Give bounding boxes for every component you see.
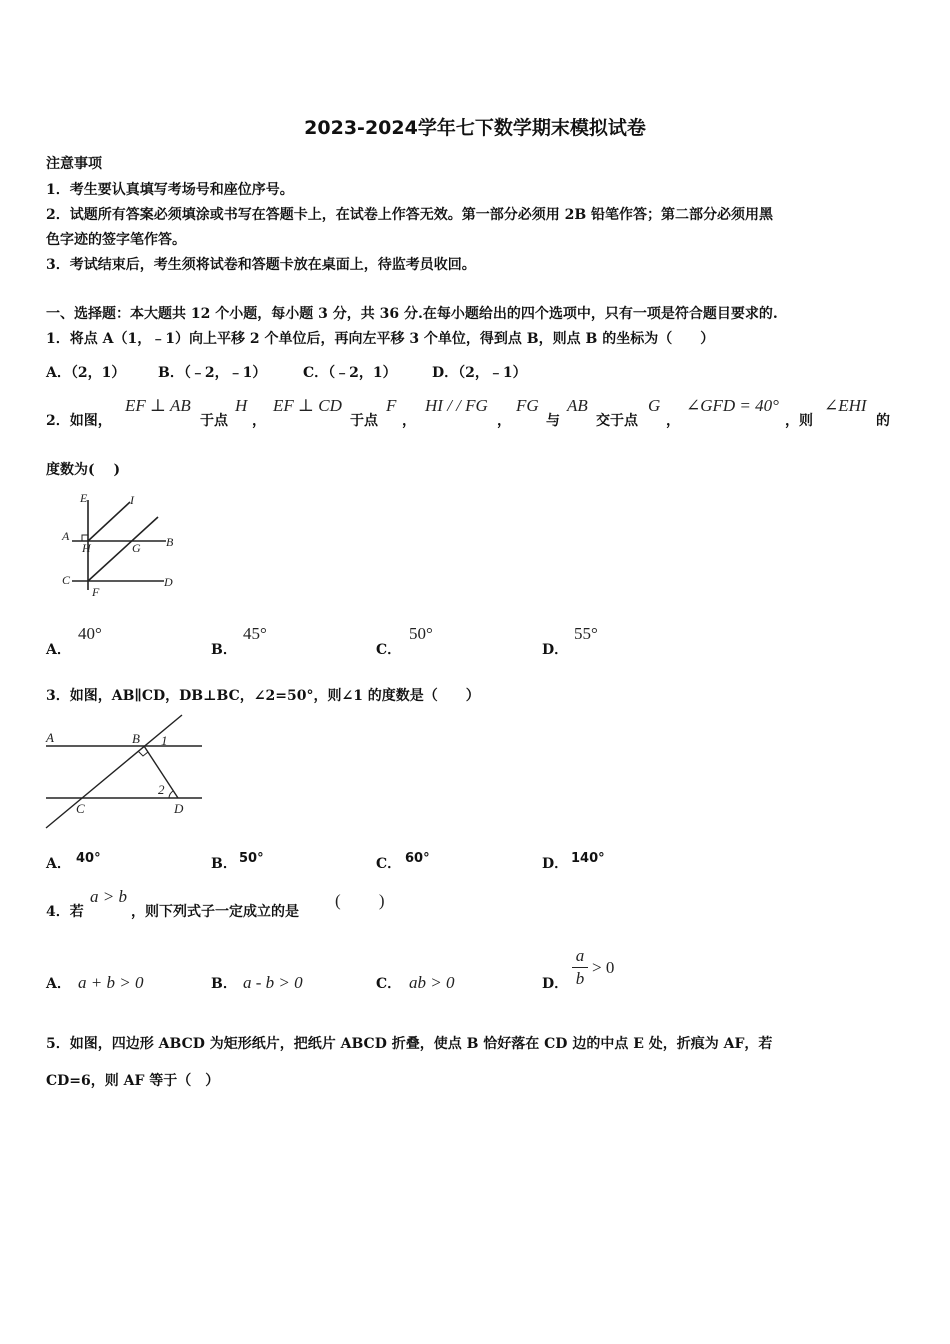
q3-option-b-value: 50° [239,851,264,866]
q2-text-at-point: 于点 [200,413,228,429]
q2-math-ef-perp-ab: EF ⊥ AB [125,396,191,415]
q4-number: 4．若 [46,904,84,920]
q2-math-angle-gfd: ∠GFD = 40° [686,396,779,415]
q2-math-h: H [235,396,248,415]
line-fg [88,517,158,581]
q3-option-b-label: B． [211,856,237,872]
q4-option-d-fraction [572,946,588,989]
q2-option-c-label: C． [376,642,402,658]
fraction-denominator: b [575,969,585,988]
label-b: B [132,731,140,746]
q4-paren: ( ) [335,891,385,910]
label-angle-2: 2 [158,782,165,797]
q4-option-b-expr: a - b > 0 [243,973,303,992]
q4-option-d-rest: > 0 [592,958,615,977]
notice-item-2: 2．试题所有答案必须填涂或书写在答题卡上，在试卷上作答无效。第一部分必须用 2B 铅笔作答；第二部分必须用黑 [46,207,774,223]
q4-text: ，则下列式子一定成立的是 [131,904,299,920]
notice-item-2-cont: 色字迹的签字笔作答。 [46,232,186,248]
q4-option-a-label: A． [46,976,71,992]
q3-option-a-label: A． [46,856,71,872]
q2-option-d-label: D． [542,642,569,658]
label-e: E [80,491,88,505]
q2-math-ef-perp-cd: EF ⊥ CD [273,396,342,415]
q2-math-hi-parallel-fg: HI / / FG [425,396,488,415]
notice-item-1: 1．考生要认真填写考场号和座位序号。 [46,182,294,198]
q2-comma: ， [252,413,266,429]
page-title: 2023-2024学年七下数学期末模拟试卷 [304,117,646,139]
q4-option-c-label: C． [376,976,402,992]
q2-figure [58,490,188,602]
label-g: G [132,541,141,555]
fraction-bar [572,967,588,968]
q2-math-ab: AB [567,396,588,415]
q4-condition: a > b [90,887,127,906]
section-heading: 一、选择题：本大题共 12 个小题，每小题 3 分，共 36 分.在每小题给出的四个选项中，只有一项是符合题目要求的. [46,306,778,322]
q3-option-d-label: D． [542,856,569,872]
q2-number: 2．如图， [46,413,112,429]
q2-math-fg: FG [516,396,539,415]
label-h: H [82,541,91,555]
q1-stem: 1．将点 A（1，﹣1）向上平移 2 个单位后，再向左平移 3 个单位，得到点 B，则点 B 的坐标为（ ） [46,331,715,347]
q2-option-a-value: 40° [78,624,102,643]
label-c: C [62,573,71,587]
q4-option-d-label: D． [542,976,569,992]
q2-text-and: 与 [546,413,560,429]
q5-stem-line2: CD=6，则 AF 等于（ ） [46,1073,220,1089]
q1-option-c: C．（﹣2，1） [303,365,397,381]
label-c: C [76,801,85,816]
line-hi [88,502,130,541]
q2-text-then: ，则 [785,413,813,429]
q2-text-at-point: 于点 [350,413,378,429]
q2-option-c-value: 50° [409,624,433,643]
label-f: F [92,585,100,599]
angle-2-arc [169,791,173,798]
label-i: I [130,493,134,507]
q2-option-b-label: B． [211,642,237,658]
right-angle-mark [138,751,148,756]
q2-option-b-value: 45° [243,624,267,643]
notice-item-3: 3．考试结束后，考生须将试卷和答题卡放在桌面上，待监考员收回。 [46,257,476,273]
q3-option-a-value: 40° [76,851,101,866]
fraction-numerator: a [575,946,585,965]
q3-figure [44,712,206,832]
label-b: B [166,535,174,549]
q4-option-a-expr: a + b > 0 [78,973,144,992]
label-a: A [46,730,54,745]
q2-stem-line2: 度数为( ) [46,462,121,478]
line-bc [46,715,182,828]
q2-comma: ， [497,413,511,429]
q1-option-b: B．（﹣2，﹣1） [158,365,267,381]
q2-comma: ， [666,413,680,429]
q2-math-f: F [386,396,397,415]
q5-stem-line1: 5．如图，四边形 ABCD 为矩形纸片，把纸片 ABCD 折叠，使点 B 恰好落在 CD 边的中点 E 处，折痕为 AF，若 [46,1036,773,1052]
q3-option-c-label: C． [376,856,402,872]
q1-option-a: A．（2，1） [46,365,126,381]
label-d: D [164,575,173,589]
q2-comma: ， [402,413,416,429]
q2-text-of: 的 [876,413,890,429]
q2-math-g: G [648,396,661,415]
q3-option-c-value: 60° [405,851,430,866]
q2-math-angle-ehi: ∠EHI [824,396,867,415]
label-d: D [174,801,184,816]
q4-option-c-expr: ab > 0 [409,973,455,992]
q3-stem: 3．如图，AB∥CD，DB⊥BC，∠2=50°，则∠1 的度数是（ ） [46,688,480,704]
q2-option-a-label: A． [46,642,71,658]
q1-option-d: D．（2，﹣1） [432,365,527,381]
q4-option-b-label: B． [211,976,237,992]
label-a: A [62,529,70,543]
label-angle-1: 1 [161,733,168,748]
q2-option-d-value: 55° [574,624,598,643]
q2-text-intersect: 交于点 [596,413,638,429]
q3-option-d-value: 140° [571,851,605,866]
notice-heading: 注意事项 [46,156,102,172]
